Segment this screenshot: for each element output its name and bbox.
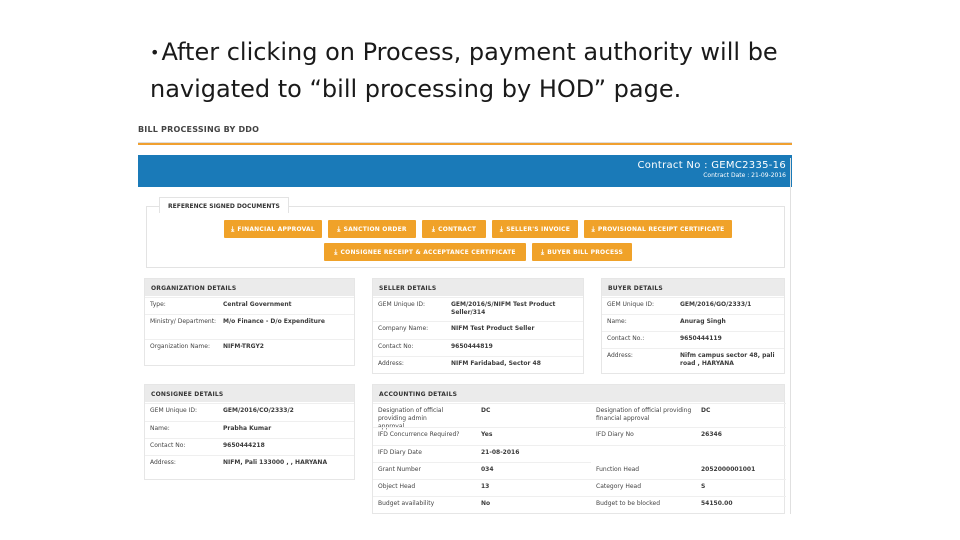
contract-button[interactable]: ⤓ CONTRACT: [422, 220, 486, 238]
detail-row: IFD Diary No 26346: [591, 427, 786, 445]
contract-date: Contract Date : 21-09-2016: [703, 172, 786, 179]
consignee-details-panel: [144, 384, 355, 480]
provisional-receipt-button[interactable]: ⤓ PROVISIONAL RECEIPT CERTIFICATE: [584, 220, 732, 238]
download-icon: ⤓: [337, 224, 341, 233]
detail-row: Object Head 13: [373, 479, 591, 496]
accounting-left-column: [373, 403, 591, 514]
detail-row: Name: Anurag Singh: [602, 314, 784, 331]
accounting-details-title: ACCOUNTING DETAILS: [373, 385, 784, 402]
buyer-details-panel: [601, 278, 785, 374]
organization-details-title: ORGANIZATION DETAILS: [145, 279, 354, 296]
seller-details-title: SELLER DETAILS: [373, 279, 583, 296]
detail-row: Contact No: 9650444819: [373, 339, 583, 356]
consignee-details-title: CONSIGNEE DETAILS: [145, 385, 354, 402]
sanction-order-button[interactable]: ⤓ SANCTION ORDER: [328, 220, 416, 238]
detail-row: Budget availability No: [373, 496, 591, 514]
contract-number: Contract No : GEMC2335-16: [637, 160, 786, 171]
page-title: BILL PROCESSING BY DDO: [138, 125, 260, 134]
detail-row: Address: Nifm campus sector 48, pali road , HARYANA: [602, 348, 784, 373]
detail-row: Budget to be blocked 54150.00: [591, 496, 786, 514]
download-icon: ⤓: [431, 224, 436, 233]
detail-row: Address: NIFM, Pali 133000 , , HARYANA: [145, 455, 354, 479]
slide-caption: [150, 34, 850, 107]
detail-row: IFD Diary Date 21-08-2016: [373, 445, 591, 462]
buyer-bill-process-button[interactable]: ⤓ BUYER BILL PROCESS: [532, 243, 632, 261]
title-accent-bar: [138, 143, 792, 145]
download-icon: ⤓: [334, 247, 338, 256]
accounting-details-panel: [372, 384, 785, 514]
detail-row: Category Head S: [591, 479, 786, 496]
detail-row: Name: Prabha Kumar: [145, 421, 354, 438]
caption-text: After clicking on Process, payment authority will be navigated to “bill processing by HOD” page.: [150, 38, 778, 103]
detail-row: Address: NIFM Faridabad, Sector 48: [373, 356, 583, 373]
accounting-right-column: [591, 403, 786, 514]
download-icon: ⤓: [231, 224, 235, 233]
detail-row: Contact No: 9650444218: [145, 438, 354, 455]
organization-details-panel: [144, 278, 355, 366]
detail-row: IFD Concurrence Required? Yes: [373, 427, 591, 445]
financial-approval-button[interactable]: ⤓ FINANCIAL APPROVAL: [224, 220, 322, 238]
detail-row: GEM Unique ID: GEM/2016/CO/2333/2: [145, 403, 354, 421]
download-icon: ⤓: [499, 224, 504, 233]
bullet: •: [150, 43, 160, 62]
detail-row: Designation of official providing financial approval DC: [591, 403, 786, 427]
buyer-details-title: BUYER DETAILS: [602, 279, 784, 296]
detail-row: Type: Central Government: [145, 297, 354, 314]
seller-details-panel: [372, 278, 584, 374]
contract-banner: [138, 155, 792, 187]
reference-documents-tab[interactable]: REFERENCE SIGNED DOCUMENTS: [159, 197, 289, 213]
consignee-receipt-button[interactable]: ⤓ CONSIGNEE RECEIPT & ACCEPTANCE CERTIFICATE: [324, 243, 526, 261]
detail-row: Designation of official providing admin approval DC: [373, 403, 591, 427]
detail-row: Grant Number 034: [373, 462, 591, 479]
download-icon: ⤓: [591, 224, 595, 233]
detail-row: GEM Unique ID: GEM/2016/S/NIFM Test Product Seller/314: [373, 297, 583, 321]
detail-row: Company Name: NIFM Test Product Seller: [373, 321, 583, 339]
detail-row: Organization Name: NIFM-TRGY2: [145, 339, 354, 365]
detail-row: GEM Unique ID: GEM/2016/GO/2333/1: [602, 297, 784, 314]
page-scrollbar[interactable]: [790, 158, 791, 514]
detail-row: Ministry/ Department: M/o Finance - D/o Expenditure: [145, 314, 354, 339]
detail-row: Contact No.: 9650444119: [602, 331, 784, 348]
screenshot-panel: [138, 118, 792, 514]
sellers-invoice-button[interactable]: ⤓ SELLER'S INVOICE: [492, 220, 578, 238]
detail-row: Function Head 2052000001001: [591, 445, 786, 479]
download-icon: ⤓: [540, 247, 545, 256]
